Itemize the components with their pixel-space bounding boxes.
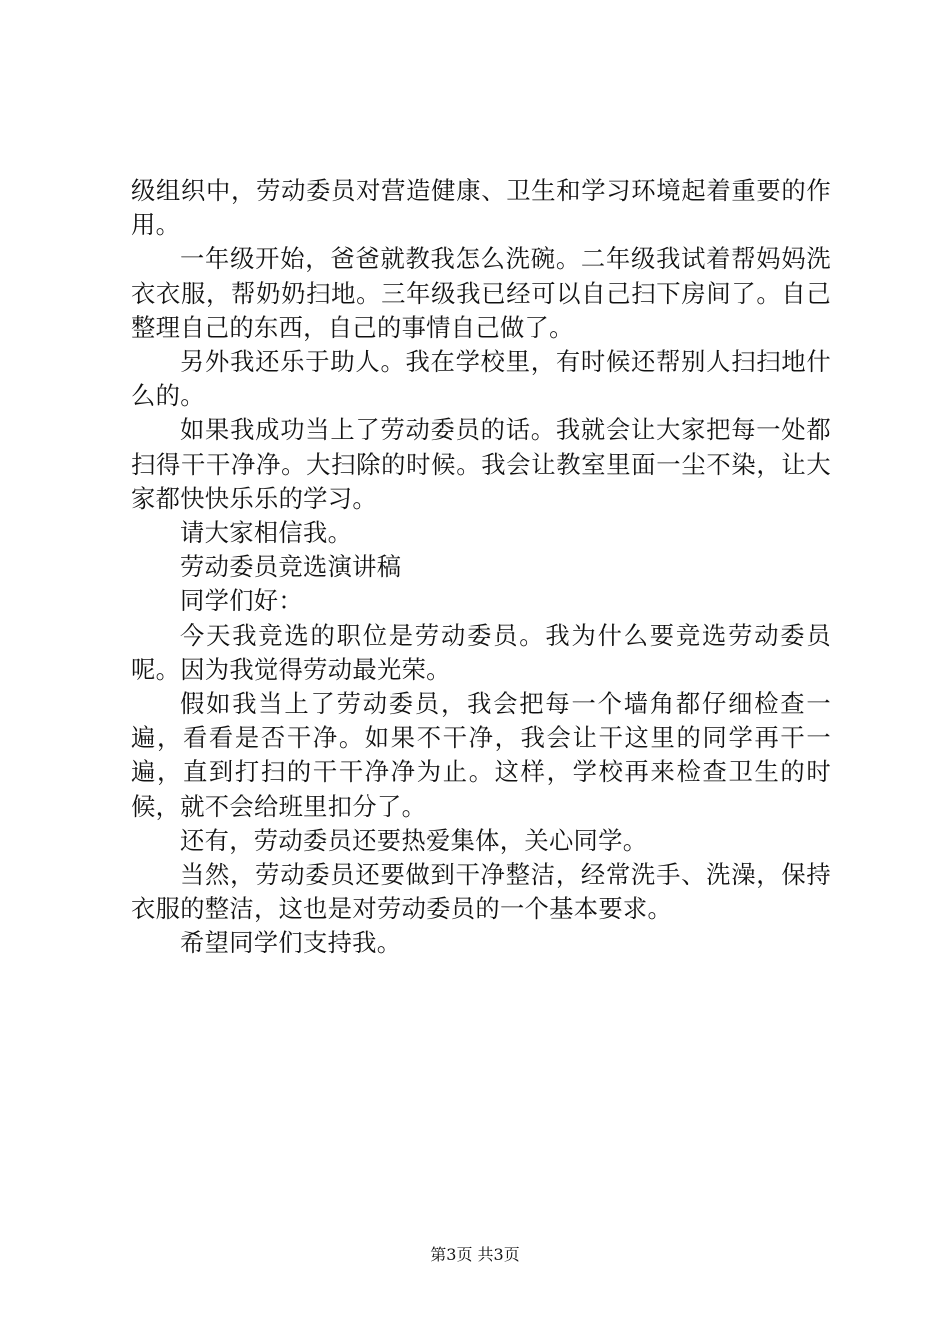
- paragraph: 一年级开始，爸爸就教我怎么洗碗。二年级我试着帮妈妈洗衣衣服，帮奶奶扫地。三年级我已经可以自己扫下房间了。自己整理自己的东西，自己的事情自己做了。: [131, 244, 831, 342]
- page-number-footer: 第3页 共3页: [430, 1245, 520, 1264]
- paragraph: 如果我成功当上了劳动委员的话。我就会让大家把每一处都扫得干干净净。大扫除的时候。我会让教室里面一尘不染，让大家都快快乐乐的学习。: [131, 415, 831, 513]
- speech-title: 劳动委员竞选演讲稿: [180, 552, 402, 582]
- greeting: 同学们好：: [180, 586, 303, 616]
- paragraph: 另外我还乐于助人。我在学校里，有时候还帮别人扫扫地什么的。: [131, 347, 831, 411]
- paragraph: 请大家相信我。: [180, 518, 353, 548]
- paragraph: 当然，劳动委员还要做到干净整洁，经常洗手、洗澡，保持衣服的整洁，这也是对劳动委员的一个基本要求。: [131, 860, 831, 924]
- paragraph: 级组织中，劳动委员对营造健康、卫生和学习环境起着重要的作用。: [131, 176, 831, 240]
- document-body: [131, 174, 831, 961]
- closing-line: 希望同学们支持我。: [180, 928, 402, 958]
- paragraph: 还有，劳动委员还要热爱集体，关心同学。: [180, 825, 648, 855]
- paragraph: 今天我竞选的职位是劳动委员。我为什么要竞选劳动委员呢。因为我觉得劳动最光荣。: [131, 620, 831, 684]
- paragraph: 假如我当上了劳动委员，我会把每一个墙角都仔细检查一遍，看看是否干净。如果不干净，我会让干这里的同学再干一遍，直到打扫的干干净净为止。这样，学校再来检查卫生的时候，就不会给班里扣分了。: [131, 689, 831, 821]
